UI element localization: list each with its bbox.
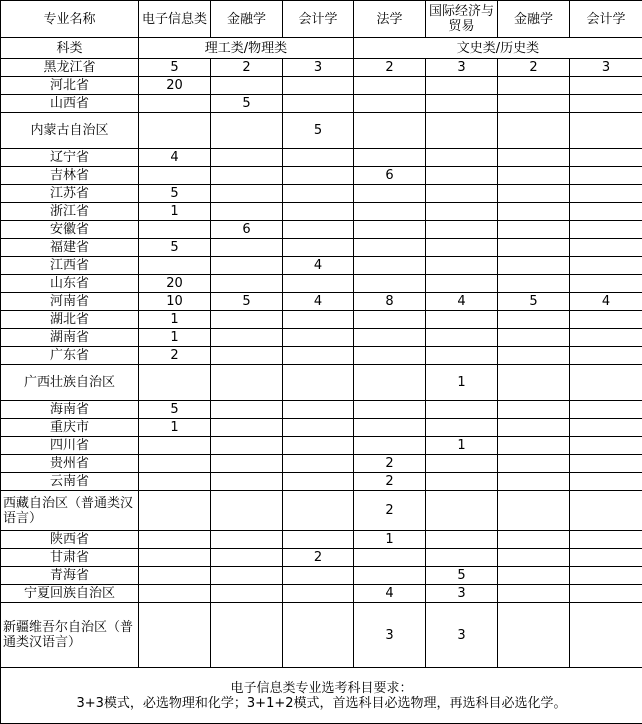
quota-cell [426,113,498,149]
quota-cell [211,401,283,419]
table-row [1,603,642,668]
quota-cell: 20 [139,275,211,293]
quota-cell [498,401,570,419]
quota-cell [283,203,354,221]
table-row [1,491,642,531]
quota-cell [498,365,570,401]
quota-cell [570,365,642,401]
province-cell: 浙江省 [1,203,139,221]
table-row [1,401,642,419]
quota-cell [211,347,283,365]
table-row [1,221,642,239]
quota-cell: 2 [283,549,354,567]
quota-cell [283,185,354,203]
table-row [1,167,642,185]
quota-cell [426,257,498,275]
table-row [1,275,642,293]
quota-cell [570,473,642,491]
province-cell: 西藏自治区（普通类汉语言） [1,491,139,531]
quota-cell [498,95,570,113]
quota-cell [139,603,211,668]
quota-cell [283,419,354,437]
quota-cell [570,549,642,567]
table-row [1,185,642,203]
quota-cell [498,437,570,455]
quota-cell: 1 [426,365,498,401]
province-cell: 内蒙古自治区 [1,113,139,149]
quota-cell: 3 [426,603,498,668]
province-cell: 云南省 [1,473,139,491]
quota-cell: 4 [139,149,211,167]
quota-cell [498,419,570,437]
quota-cell [283,221,354,239]
quota-cell [139,531,211,549]
header-major: 法学 [354,1,426,38]
quota-cell [354,257,426,275]
quota-cell [211,473,283,491]
province-cell: 江苏省 [1,185,139,203]
province-cell: 甘肃省 [1,549,139,567]
note-body: 3+3模式，必选物理和化学；3+1+2模式，首选科目必选物理，再选科目必选化学。 [76,695,567,711]
header-row-majors [1,1,642,38]
table-row [1,329,642,347]
quota-cell [354,239,426,257]
quota-cell: 8 [354,293,426,311]
quota-cell [211,585,283,603]
quota-cell [498,491,570,531]
table-row [1,585,642,603]
quota-cell [354,401,426,419]
quota-cell [139,365,211,401]
table-row [1,77,642,95]
quota-cell [570,347,642,365]
quota-cell: 4 [283,257,354,275]
quota-cell [354,149,426,167]
quota-cell [354,113,426,149]
quota-cell [211,311,283,329]
province-cell: 吉林省 [1,167,139,185]
header-category-science: 理工类/物理类 [139,38,354,59]
quota-cell: 4 [283,293,354,311]
quota-cell [570,77,642,95]
quota-cell [354,77,426,95]
quota-cell [498,149,570,167]
header-major: 金融学 [498,1,570,38]
table-row [1,365,642,401]
table-row [1,203,642,221]
quota-cell [354,275,426,293]
quota-cell [498,77,570,95]
table-row [1,257,642,275]
province-cell: 陕西省 [1,531,139,549]
province-cell: 福建省 [1,239,139,257]
quota-cell [283,531,354,549]
quota-cell [426,95,498,113]
header-major: 金融学 [211,1,283,38]
quota-cell [570,275,642,293]
quota-cell [570,257,642,275]
quota-cell [283,347,354,365]
header-row-category [1,38,642,59]
quota-cell [426,149,498,167]
quota-cell [498,167,570,185]
quota-cell: 4 [570,293,642,311]
quota-cell [426,531,498,549]
quota-cell: 2 [139,347,211,365]
table-row [1,293,642,311]
quota-cell [211,113,283,149]
table-row [1,419,642,437]
quota-cell [498,275,570,293]
quota-cell [570,221,642,239]
province-cell: 山西省 [1,95,139,113]
quota-cell [354,203,426,221]
quota-cell [283,401,354,419]
quota-cell [283,585,354,603]
quota-cell: 5 [211,293,283,311]
quota-cell [354,329,426,347]
quota-cell [570,167,642,185]
quota-cell [211,275,283,293]
quota-cell [283,95,354,113]
quota-cell [426,185,498,203]
quota-cell [139,167,211,185]
quota-cell [139,585,211,603]
province-cell: 湖南省 [1,329,139,347]
quota-cell [498,473,570,491]
header-major: 电子信息类 [139,1,211,38]
table-row [1,95,642,113]
province-cell: 辽宁省 [1,149,139,167]
province-cell: 广西壮族自治区 [1,365,139,401]
quota-cell [426,311,498,329]
quota-cell: 2 [354,455,426,473]
quota-cell [498,203,570,221]
quota-cell [211,365,283,401]
header-category-label: 科类 [1,38,139,59]
quota-cell [139,455,211,473]
quota-cell [139,113,211,149]
province-cell: 新疆维吾尔自治区（普通类汉语言） [1,603,139,668]
quota-cell: 3 [426,59,498,77]
quota-cell [211,149,283,167]
province-cell: 湖北省 [1,311,139,329]
table-row [1,473,642,491]
table-row [1,437,642,455]
note-row [1,668,642,724]
quota-cell [354,347,426,365]
quota-cell: 5 [211,95,283,113]
quota-cell [426,167,498,185]
quota-cell [426,549,498,567]
quota-cell [426,221,498,239]
quota-cell: 2 [211,59,283,77]
province-cell: 江西省 [1,257,139,275]
quota-cell [570,491,642,531]
quota-cell [570,185,642,203]
quota-cell [283,365,354,401]
table-row [1,59,642,77]
quota-cell: 4 [354,585,426,603]
quota-cell: 2 [354,491,426,531]
quota-cell [283,455,354,473]
quota-cell [426,203,498,221]
quota-cell [283,437,354,455]
quota-cell [570,567,642,585]
subject-requirement-note [1,668,642,724]
quota-cell: 1 [139,329,211,347]
quota-cell [139,437,211,455]
quota-cell: 1 [354,531,426,549]
quota-cell: 5 [283,113,354,149]
quota-cell: 3 [354,603,426,668]
quota-cell [283,77,354,95]
quota-cell [283,473,354,491]
quota-cell [283,491,354,531]
quota-cell [570,149,642,167]
quota-cell: 10 [139,293,211,311]
quota-cell [498,603,570,668]
quota-cell [211,185,283,203]
quota-cell [498,549,570,567]
quota-cell [498,257,570,275]
quota-cell: 1 [139,203,211,221]
table-row [1,455,642,473]
quota-cell [211,549,283,567]
quota-cell [211,531,283,549]
quota-cell [283,311,354,329]
province-cell: 河北省 [1,77,139,95]
header-major: 会计学 [570,1,642,38]
quota-cell [354,365,426,401]
quota-cell [354,311,426,329]
quota-cell [211,167,283,185]
header-major: 会计学 [283,1,354,38]
quota-cell [570,311,642,329]
quota-cell [283,275,354,293]
quota-cell [498,185,570,203]
quota-cell [283,567,354,585]
quota-cell [211,603,283,668]
quota-cell [426,419,498,437]
quota-cell [570,113,642,149]
province-cell: 安徽省 [1,221,139,239]
table-row [1,567,642,585]
header-category-arts: 文史类/历史类 [354,38,642,59]
quota-cell [283,603,354,668]
quota-cell [139,567,211,585]
quota-cell [139,221,211,239]
quota-cell [426,401,498,419]
quota-cell [570,95,642,113]
quota-cell [498,329,570,347]
quota-cell: 1 [139,419,211,437]
province-cell: 山东省 [1,275,139,293]
table-row [1,239,642,257]
quota-cell [283,149,354,167]
quota-cell [354,221,426,239]
quota-cell: 2 [354,473,426,491]
table-row [1,531,642,549]
header-major-label: 专业名称 [1,1,139,38]
quota-cell [211,203,283,221]
quota-cell [498,113,570,149]
province-cell: 黑龙江省 [1,59,139,77]
quota-cell [426,455,498,473]
quota-cell: 5 [139,185,211,203]
quota-cell [211,567,283,585]
quota-cell [570,239,642,257]
quota-cell: 5 [498,293,570,311]
table-row [1,311,642,329]
quota-cell: 20 [139,77,211,95]
table-row [1,549,642,567]
quota-cell [426,347,498,365]
quota-cell [283,239,354,257]
quota-cell [570,531,642,549]
quota-cell [426,77,498,95]
quota-cell [354,549,426,567]
quota-cell [498,531,570,549]
quota-cell [498,311,570,329]
quota-cell: 4 [426,293,498,311]
quota-cell: 1 [426,437,498,455]
quota-cell [211,491,283,531]
quota-cell [570,437,642,455]
quota-cell [498,239,570,257]
quota-cell: 3 [426,585,498,603]
quota-cell [426,491,498,531]
quota-cell: 3 [283,59,354,77]
quota-cell [354,567,426,585]
province-cell: 贵州省 [1,455,139,473]
quota-cell [211,437,283,455]
quota-cell [139,95,211,113]
quota-cell: 6 [211,221,283,239]
quota-cell: 1 [139,311,211,329]
quota-cell: 5 [139,59,211,77]
province-cell: 河南省 [1,293,139,311]
quota-cell [211,77,283,95]
quota-cell [139,257,211,275]
quota-cell [211,239,283,257]
province-cell: 海南省 [1,401,139,419]
quota-cell [354,419,426,437]
quota-cell: 5 [139,401,211,419]
quota-cell [570,329,642,347]
header-major: 国际经济与贸易 [426,1,498,38]
quota-cell [211,257,283,275]
quota-cell: 5 [426,567,498,585]
quota-cell [570,585,642,603]
quota-cell [498,455,570,473]
quota-cell [570,401,642,419]
province-cell: 重庆市 [1,419,139,437]
quota-cell [498,585,570,603]
quota-cell [498,221,570,239]
quota-cell [570,203,642,221]
quota-cell: 3 [570,59,642,77]
province-cell: 宁夏回族自治区 [1,585,139,603]
quota-cell [498,347,570,365]
quota-cell [283,329,354,347]
quota-cell: 2 [354,59,426,77]
quota-cell [139,491,211,531]
quota-cell [498,567,570,585]
quota-cell [354,95,426,113]
province-cell: 广东省 [1,347,139,365]
quota-cell [283,167,354,185]
quota-cell [211,329,283,347]
quota-cell [139,473,211,491]
quota-cell: 6 [354,167,426,185]
quota-cell [354,185,426,203]
quota-cell [211,419,283,437]
quota-cell [426,329,498,347]
note-title: 电子信息类专业选考科目要求： [230,680,413,696]
quota-cell [211,455,283,473]
quota-cell [570,455,642,473]
table-row [1,149,642,167]
quota-cell [426,473,498,491]
table-row [1,347,642,365]
quota-cell [570,419,642,437]
quota-cell: 2 [498,59,570,77]
table-row [1,113,642,149]
quota-cell [426,239,498,257]
province-cell: 青海省 [1,567,139,585]
quota-cell [426,275,498,293]
quota-cell [354,437,426,455]
quota-cell: 5 [139,239,211,257]
province-cell: 四川省 [1,437,139,455]
quota-cell [570,603,642,668]
quota-cell [139,549,211,567]
